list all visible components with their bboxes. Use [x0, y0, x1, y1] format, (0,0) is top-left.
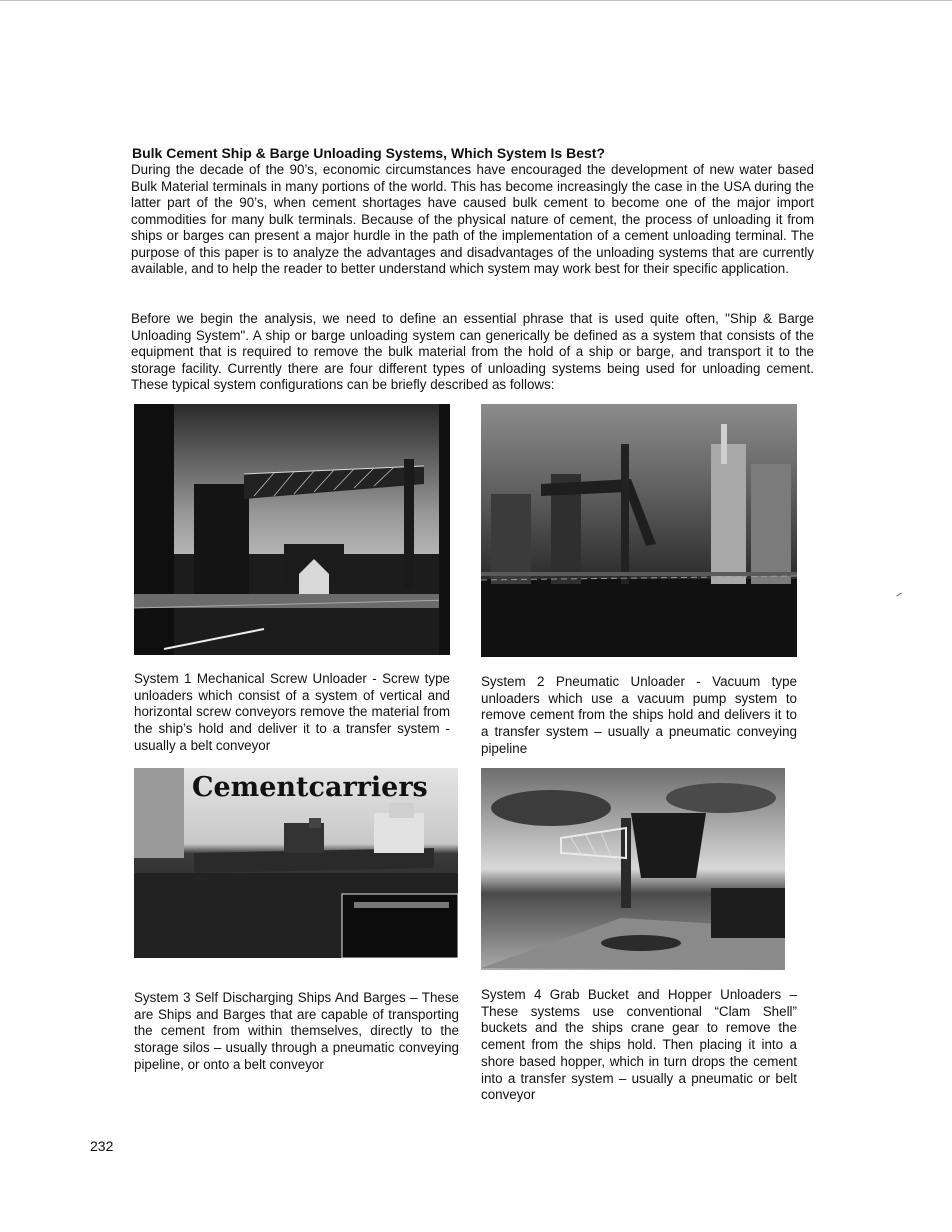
definition-paragraph: Before we begin the analysis, we need to define an essential phrase that is used quite often, "Ship & Barge Unloading System". A ship or barge unloading system can generically be defined as a system that consists of the equipment that is required to remove the bulk material from the hold of a ship or barge, and transport it to the storage facility. Currently there are four different types of unloading systems being used for unloading cement. These typical system configurations can be briefly described as follows:	[131, 311, 814, 392]
system-3-caption: System 3 Self Discharging Ships And Barges – These are Ships and Barges that are capable of transporting the cement from within themselves, directly to the storage silos – usually through a pneumatic conveying pipeline, or onto a belt conveyor	[134, 990, 459, 1072]
intro-paragraph: During the decade of the 90’s, economic circumstances have encouraged the development of new water based Bulk Material terminals in many portions of the world. This has become increasingly the case in the USA during the latter part of the 90’s, when cement shortages have caused bulk cement to become one of the major import commodities for many bulk terminals. Because of the physical nature of cement, the process of unloading it from ships or barges can present a major hurdle in the path of the implementation of a cement unloading terminal. The purpose of this paper is to analyze the advantages and disadvantages of the unloading systems that are currently available, and to help the reader to better understand which system may work best for their specific application.	[131, 162, 814, 276]
page-number: 232	[90, 1138, 114, 1154]
self-discharging-ship-photo	[134, 768, 458, 958]
mechanical-screw-unloader-photo	[134, 404, 450, 655]
system-4-caption: System 4 Grab Bucket and Hopper Unloaders – These systems use conventional “Clam Shell” buckets and the ships crane gear to remove the cement from the ships hold. Then placing it into a shore based hopper, which in turn drops the cement into a transfer system – usually a pneumatic or belt conveyor	[481, 987, 797, 1103]
pneumatic-unloader-photo	[481, 404, 797, 657]
cementcarriers-overlay-text: Cementcarriers	[192, 772, 428, 803]
system-1-caption: System 1 Mechanical Screw Unloader - Screw type unloaders which consist of a system of vertical and horizontal screw conveyors remove the material from the ship’s hold and deliver it to a transfer system - usually a belt conveyor	[134, 671, 450, 753]
grab-bucket-hopper-photo	[481, 768, 785, 970]
page-top-border	[0, 0, 952, 1]
system-2-caption: System 2 Pneumatic Unloader - Vacuum type unloaders which use a vacuum pump system to remove cement from the ships hold and delivers it to a transfer system – usually a pneumatic conveying pipeline	[481, 674, 797, 756]
stray-pen-mark	[896, 592, 901, 596]
article-title: Bulk Cement Ship & Barge Unloading Systems, Which System Is Best?	[132, 145, 605, 161]
